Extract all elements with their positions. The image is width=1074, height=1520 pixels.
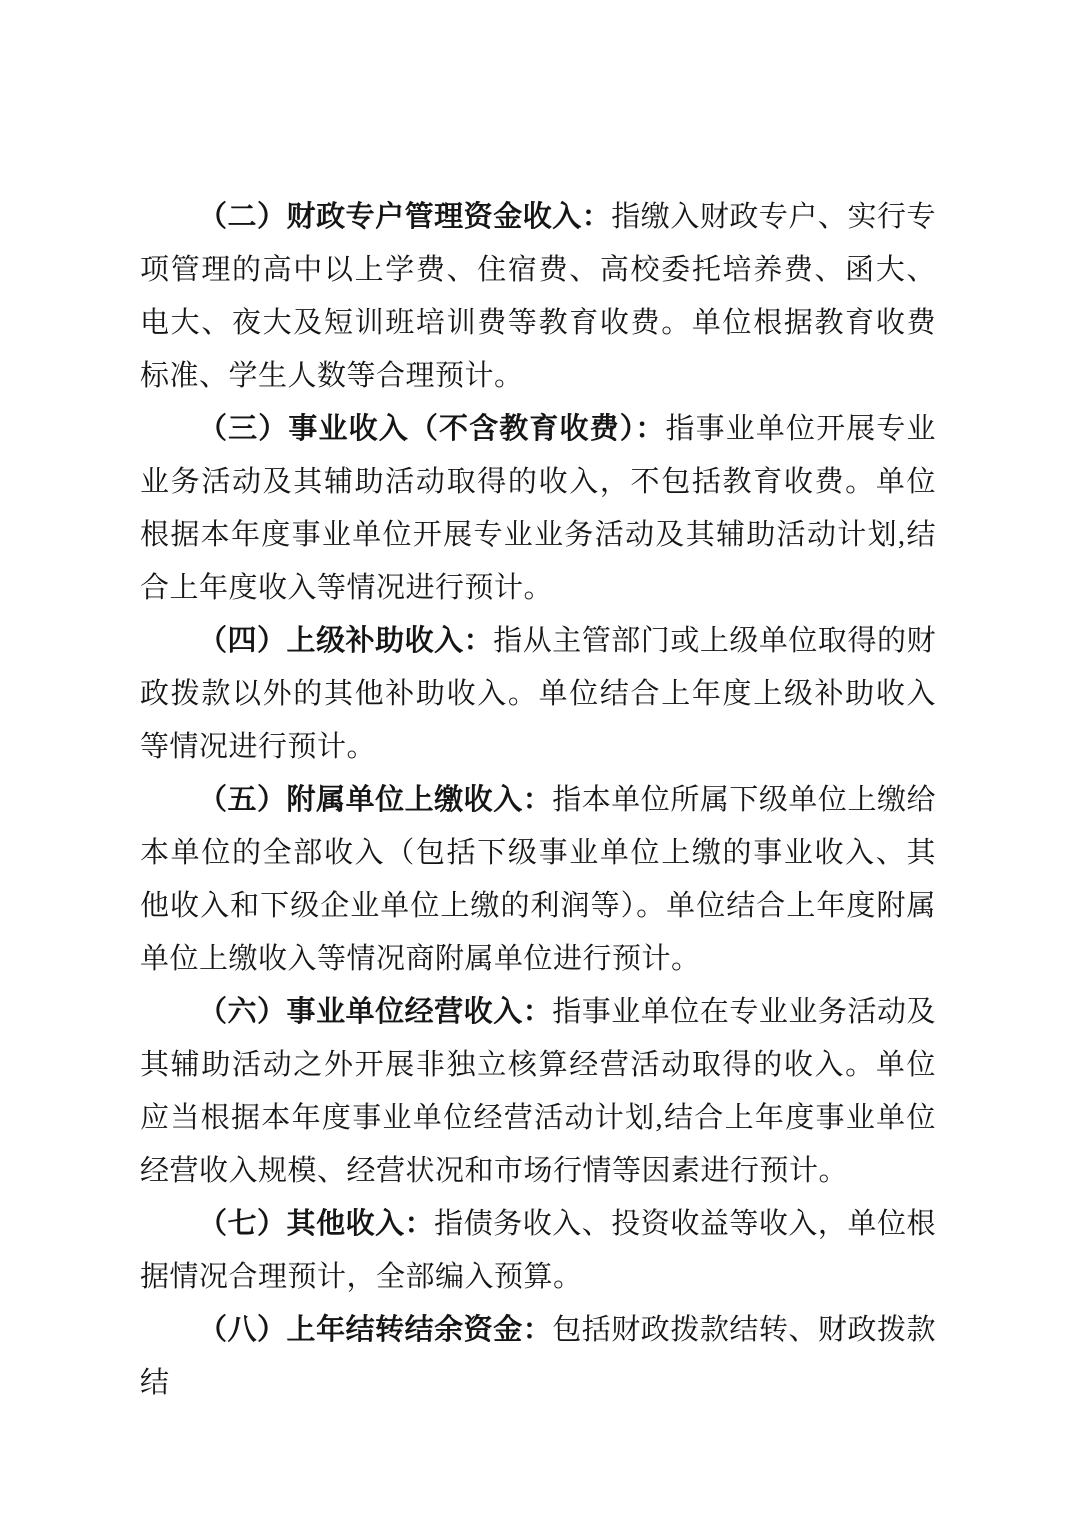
paragraph-body: 指缴入财政专户、实行专项管理的高中以上学费、住宿费、高校委托培养费、函大、电大、夜大及短训班培训费等教育收费。单位根据教育收费标准、学生人数等合理预计。 (140, 201, 936, 392)
document-text-block (140, 191, 936, 1410)
paragraph-heading: （三）事业收入（不含教育收费）： (198, 413, 666, 445)
paragraph-heading: （五）附属单位上缴收入： (198, 784, 553, 816)
paragraph-body: 指债务收入、投资收益等收入，单位根据情况合理预计，全部编入预算。 (140, 1208, 936, 1293)
paragraph-body: 包括财政拨款结转、财政拨款结 (140, 1314, 936, 1399)
paragraph-body: 指从主管部门或上级单位取得的财政拨款以外的其他补助收入。单位结合上年度上级补助收入等情况进行预计。 (140, 625, 936, 763)
paragraph-heading: （二）财政专户管理资金收入： (198, 201, 612, 233)
paragraph-income-operational (140, 403, 936, 615)
paragraph-heading: （七）其他收入： (198, 1208, 435, 1240)
paragraph-income-business-operations (140, 986, 936, 1198)
paragraph-body: 指本单位所属下级单位上缴给本单位的全部收入（包括下级事业单位上缴的事业收入、其他收入和下级企业单位上缴的利润等）。单位结合上年度附属单位上缴收入等情况商附属单位进行预计。 (140, 784, 936, 975)
paragraph-income-other (140, 1198, 936, 1304)
paragraph-body: 指事业单位在专业业务活动及其辅助活动之外开展非独立核算经营活动取得的收入。单位应当根据本年度事业单位经营活动计划,结合上年度事业单位经营收入规模、经营状况和市场行情等因素进行预计。 (140, 996, 936, 1187)
paragraph-income-superior-subsidy (140, 615, 936, 774)
paragraph-heading: （四）上级补助收入： (198, 625, 494, 657)
paragraph-heading: （六）事业单位经营收入： (198, 996, 553, 1028)
paragraph-income-carryover-funds (140, 1304, 936, 1410)
paragraph-income-fiscal-special-account (140, 191, 936, 403)
paragraph-body: 指事业单位开展专业业务活动及其辅助活动取得的收入，不包括教育收费。单位根据本年度事业单位开展专业业务活动及其辅助活动计划,结合上年度收入等情况进行预计。 (140, 413, 936, 604)
paragraph-income-affiliated-units (140, 774, 936, 986)
paragraph-heading: （八）上年结转结余资金： (198, 1314, 553, 1346)
